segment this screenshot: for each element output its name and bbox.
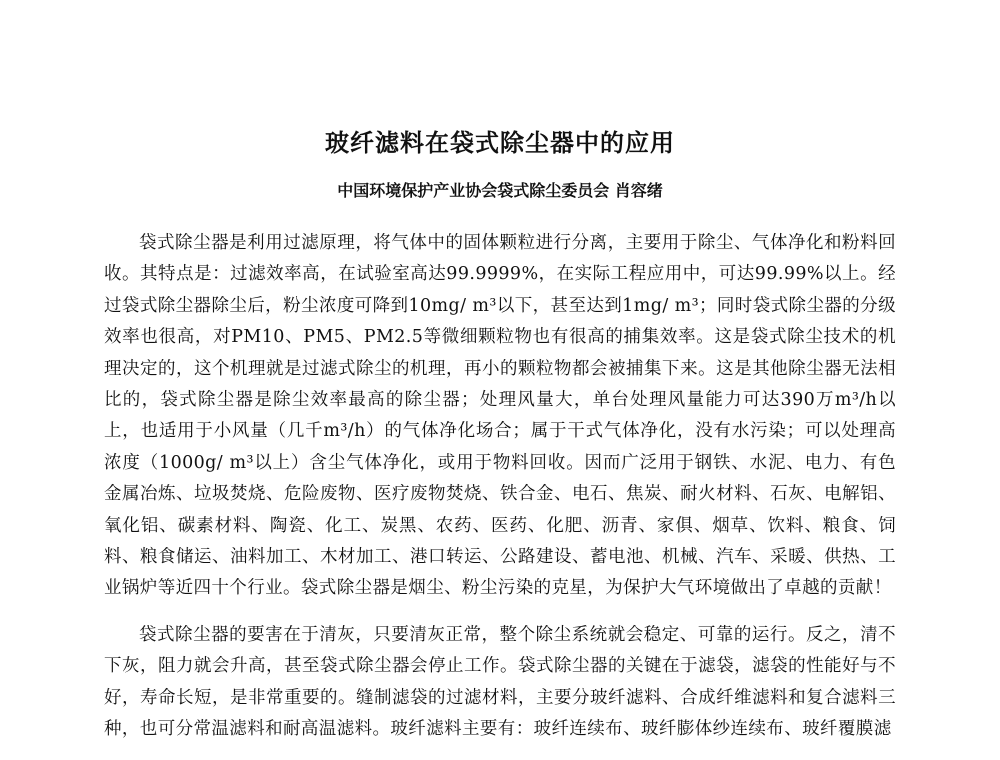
document-title: 玻纤滤料在袋式除尘器中的应用 xyxy=(325,129,675,157)
paragraph-1: 袋式除尘器是利用过滤原理，将气体中的固体颗粒进行分离，主要用于除尘、气体净化和粉料回收。其特点是：过滤效率高，在试验室高达99.9999%，在实际工程应用中，可达99.99%以上。经过袋式除尘器除尘后，粉尘浓度可降到10mg/ m³以下，甚至达到1mg/ m³；同时袋式除尘器的分级效率也很高，对PM10、PM5、PM2.5等微细颗粒物也有很高的捕集效率。这是袋式除尘技术的机理决定的，这个机理就是过滤式除尘的机理，再小的颗粒物都会被捕集下来。这是其他除尘器无法相比的，袋式除尘器是除尘效率最高的除尘器；处理风量大，单台处理风量能力可达390万m³/h以上，也适用于小风量（几千m³/h）的气体净化场合；属于干式气体净化，没有水污染；可以处理高浓度（1000g/ m³以上）含尘气体净化，或用于物料回收。因而广泛用于钢铁、水泥、电力、有色金属冶炼、垃圾焚烧、危险废物、医疗废物焚烧、铁合金、电石、焦炭、耐火材料、石灰、电解铝、氧化铝、碳素材料、陶瓷、化工、炭黑、农药、医药、化肥、沥青、家俱、烟草、饮料、粮食、饲料、粮食储运、油料加工、木材加工、港口转运、公路建设、蓄电池、机械、汽车、采暖、供热、工业锅炉等近四十个行业。袋式除尘器是烟尘、粉尘污染的克星，为保护大气环境做出了卓越的贡献！ xyxy=(104,233,896,599)
document-body xyxy=(104,228,896,746)
author-line: 中国环境保护产业协会袋式除尘委员会 肖容绪 xyxy=(337,181,663,200)
paragraph-2: 袋式除尘器的要害在于清灰，只要清灰正常，整个除尘系统就会稳定、可靠的运行。反之，清不下灰，阻力就会升高，甚至袋式除尘器会停止工作。袋式除尘器的关键在于滤袋，滤袋的性能好与不好，寿命长短，是非常重要的。缝制滤袋的过滤材料，主要分玻纤滤料、合成纤维滤料和复合滤料三种，也可分常温滤料和耐高温滤料。玻纤滤料主要有：玻纤连续布、玻纤膨体纱连续布、玻纤覆膜滤 xyxy=(104,625,896,740)
